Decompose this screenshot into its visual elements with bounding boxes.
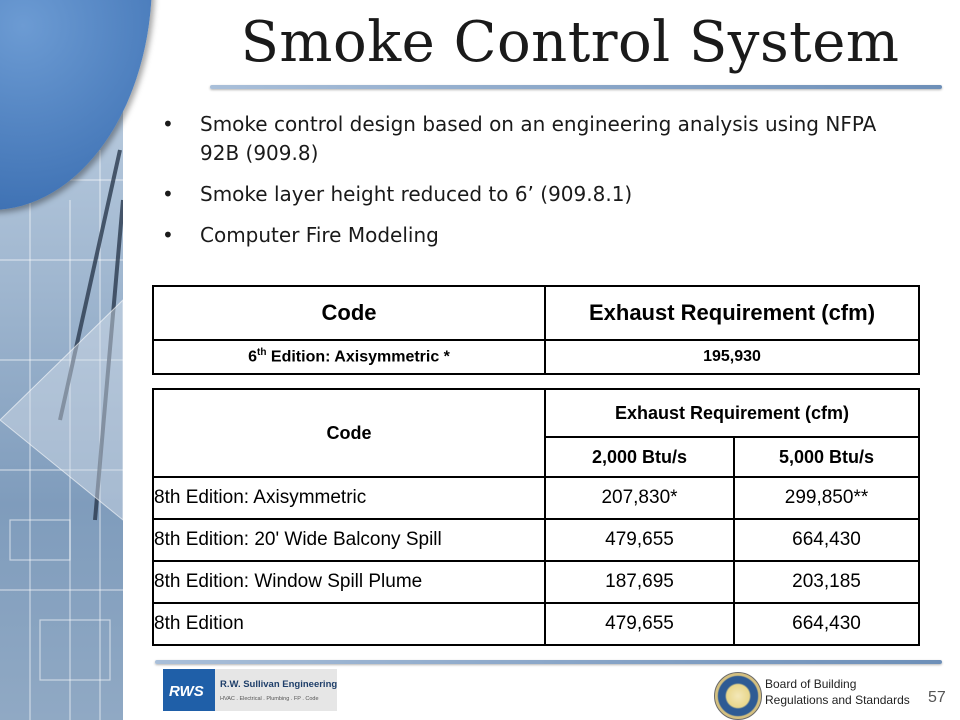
code-header: Code xyxy=(153,286,545,340)
board-label xyxy=(765,676,925,708)
value-5000-cell: 299,850** xyxy=(734,477,919,519)
rws-logo-abbr: RWS xyxy=(169,683,204,700)
bullet-item xyxy=(160,221,900,250)
bullet-item xyxy=(160,180,900,209)
exhaust-header: Exhaust Requirement (cfm) xyxy=(545,286,919,340)
board-line-1: Board of Building xyxy=(765,677,857,691)
value-5000-cell: 664,430 xyxy=(734,603,919,645)
code-cell-text: 6 xyxy=(248,348,257,366)
table-row xyxy=(153,477,919,519)
value-2000-cell: 479,655 xyxy=(545,603,734,645)
ordinal-suffix: th xyxy=(257,347,267,359)
code-cell: 8th Edition: Window Spill Plume xyxy=(153,561,545,603)
bullet-icon: • xyxy=(162,223,174,247)
code-cell-text: Edition: Axisymmetric * xyxy=(266,348,450,366)
massachusetts-seal-icon xyxy=(714,672,762,720)
value-5000-cell: 664,430 xyxy=(734,519,919,561)
slide-title: Smoke Control System xyxy=(240,10,900,75)
value-2000-cell: 187,695 xyxy=(545,561,734,603)
bullet-text: Smoke layer height reduced to 6’ (909.8.1) xyxy=(200,182,633,206)
value-2000-cell: 207,830* xyxy=(545,477,734,519)
board-line-2: Regulations and Standards xyxy=(765,693,910,707)
exhaust-header: Exhaust Requirement (cfm) xyxy=(545,389,919,437)
value-5000-cell: 203,185 xyxy=(734,561,919,603)
code-cell xyxy=(153,340,545,374)
value-2000-cell: 479,655 xyxy=(545,519,734,561)
page-number: 57 xyxy=(928,689,946,706)
table-row xyxy=(153,603,919,645)
bullet-text: Computer Fire Modeling xyxy=(200,223,439,247)
bullet-text: Smoke control design based on an engineering analysis using NFPA 92B (909.8) xyxy=(200,112,877,165)
rws-logo xyxy=(163,667,341,713)
code-header: Code xyxy=(153,389,545,477)
bullet-icon: • xyxy=(162,182,174,206)
rws-logo-name: R.W. Sullivan Engineering xyxy=(220,679,338,690)
code-cell: 8th Edition: 20' Wide Balcony Spill xyxy=(153,519,545,561)
sixth-edition-table xyxy=(152,285,920,375)
bullet-icon: • xyxy=(162,112,174,136)
bullet-item xyxy=(160,110,900,168)
rws-logo-tagline: HVAC . Electrical . Plumbing . FP . Code xyxy=(220,696,319,702)
title-divider xyxy=(210,85,942,89)
rws-logo-panel xyxy=(215,669,337,711)
table-row xyxy=(153,561,919,603)
exhaust-value-cell: 195,930 xyxy=(545,340,919,374)
bullet-list xyxy=(160,110,900,262)
table-row xyxy=(153,519,919,561)
btu-5000-header: 5,000 Btu/s xyxy=(734,437,919,477)
code-cell: 8th Edition xyxy=(153,603,545,645)
footer-divider xyxy=(155,660,942,664)
code-cell: 8th Edition: Axisymmetric xyxy=(153,477,545,519)
btu-2000-header: 2,000 Btu/s xyxy=(545,437,734,477)
eighth-edition-table xyxy=(152,388,920,646)
